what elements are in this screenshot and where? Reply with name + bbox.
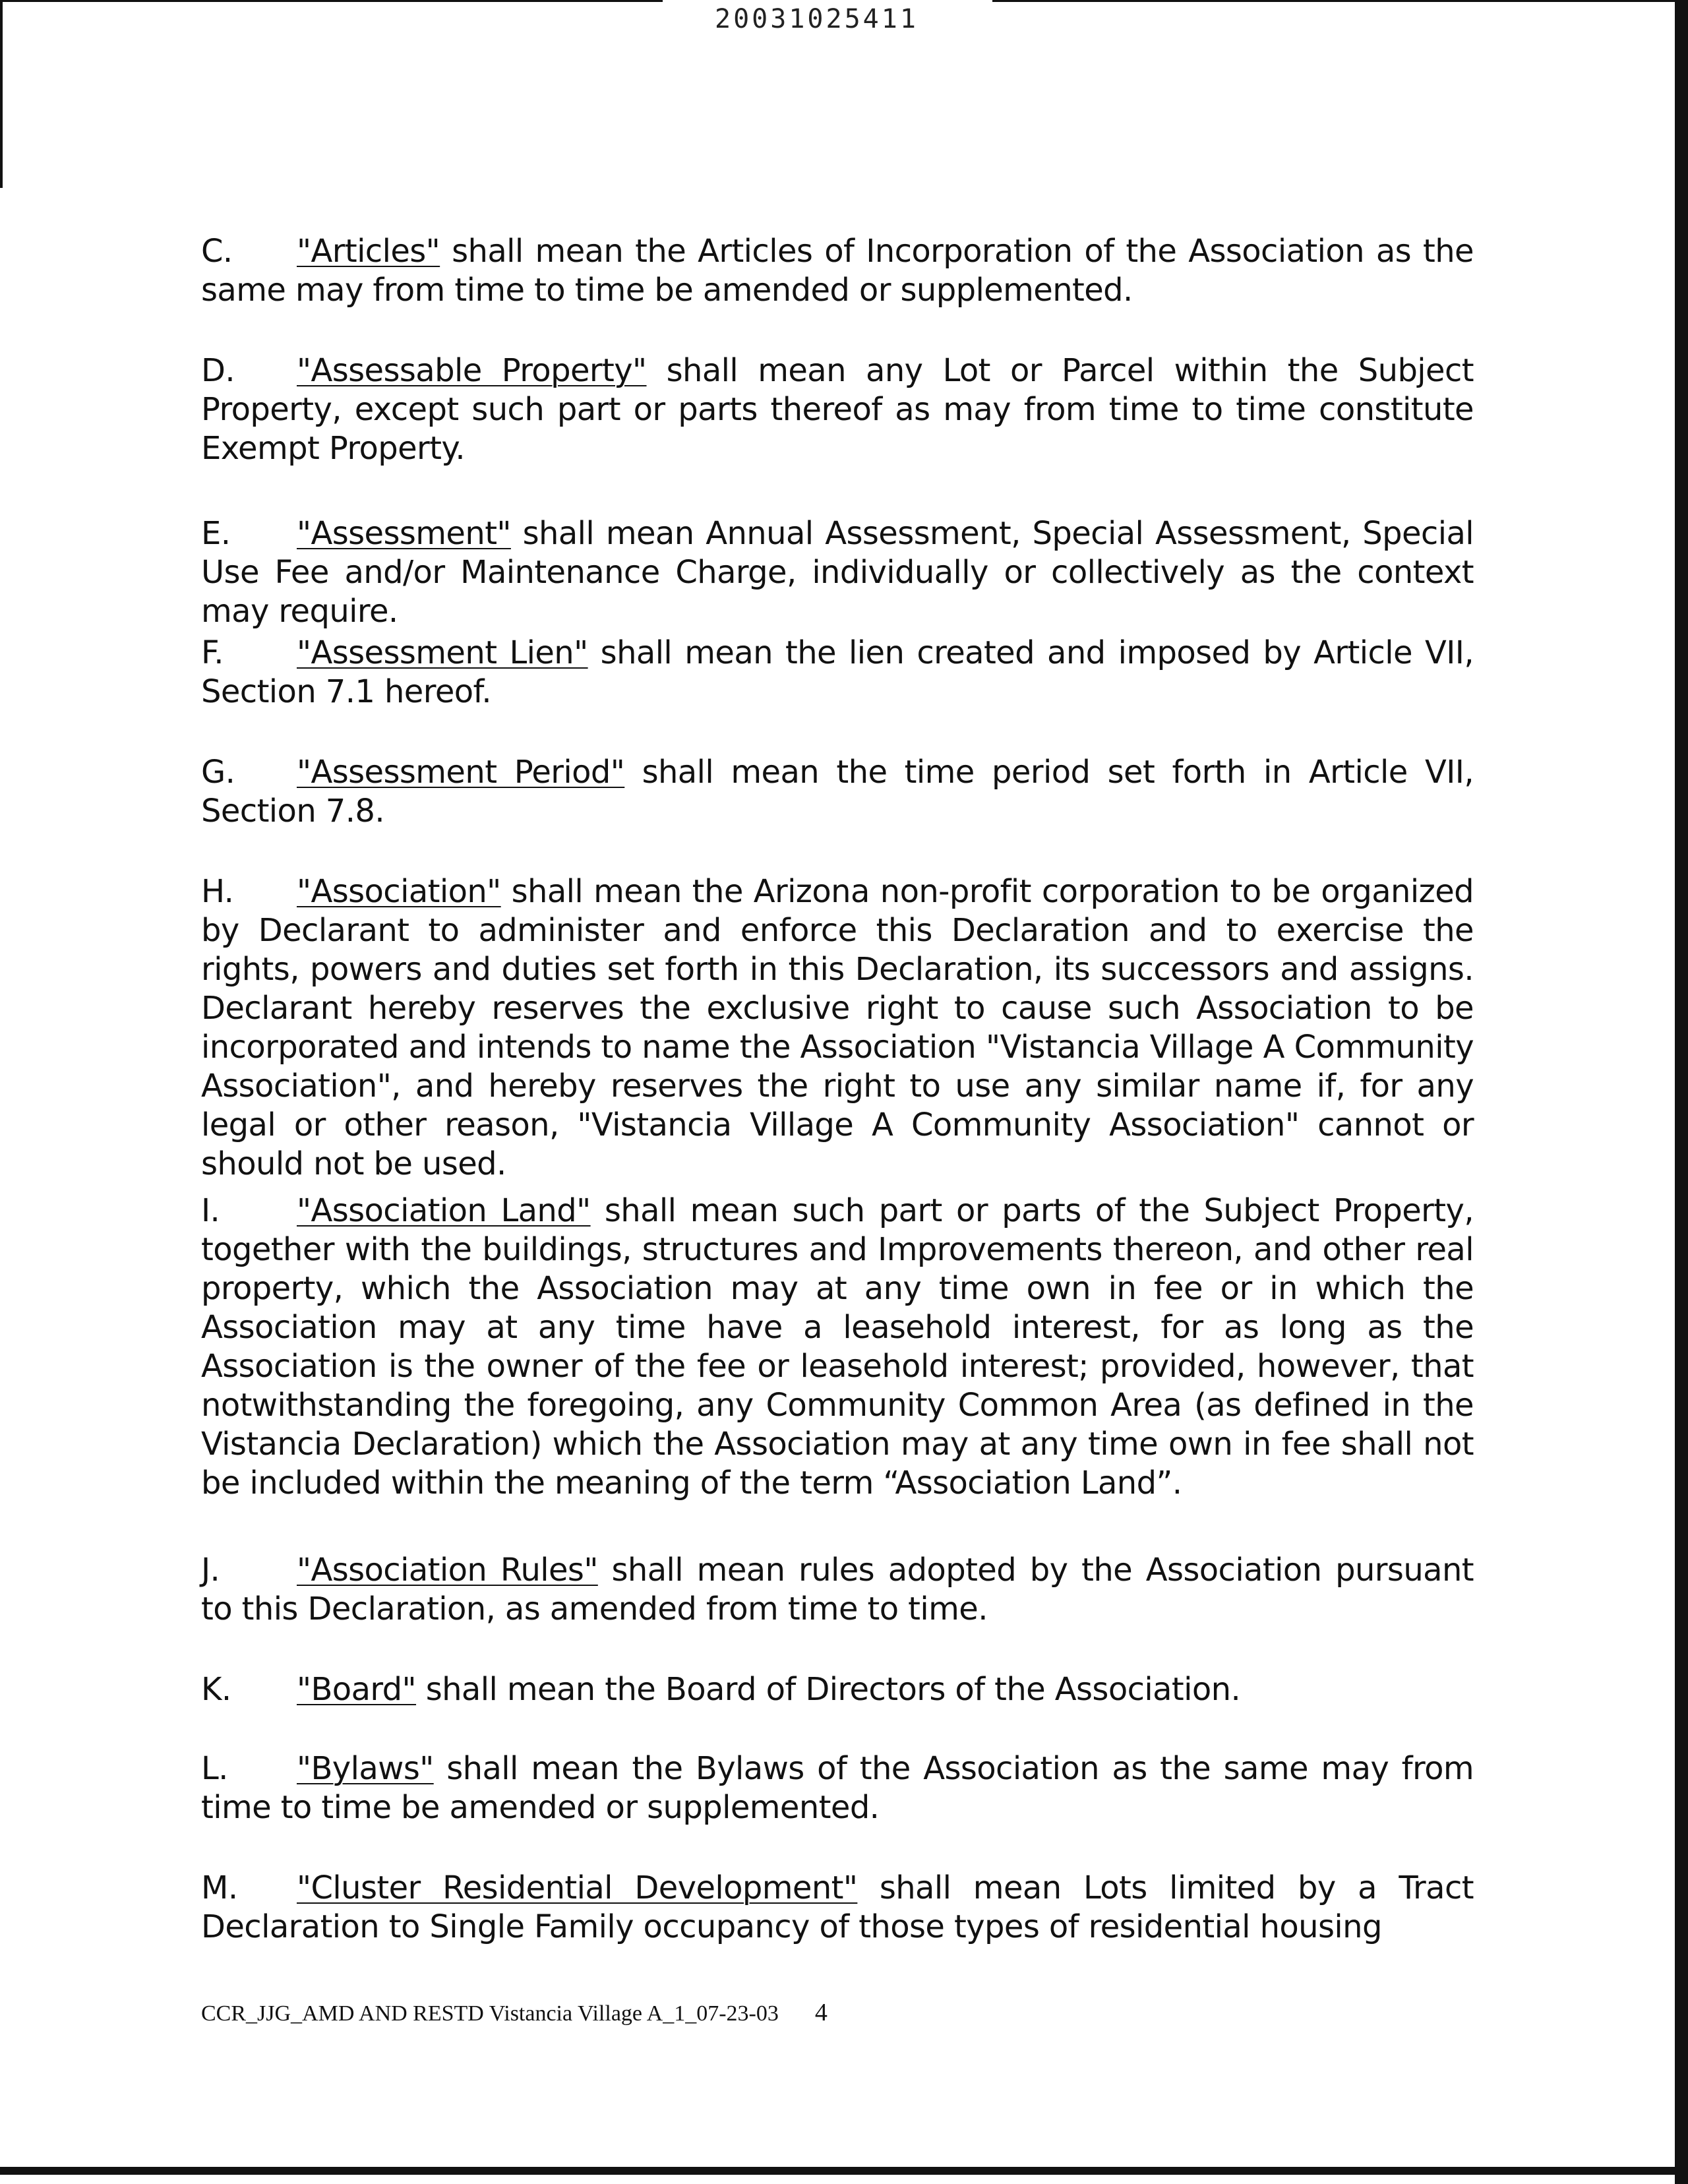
definition-letter: L. [201, 1750, 228, 1787]
definition-f [201, 634, 1474, 712]
definition-c [201, 232, 1474, 310]
definition-text: shall mean rules adopted by the Association pursuant to this Declaration, as amended from time to time. [201, 1552, 1474, 1627]
page-number: 4 [814, 1999, 828, 2026]
definition-m [201, 1869, 1474, 1947]
definition-text: shall mean Annual Assessment, Special Assessment, Special Use Fee and/or Maintenance Charge, individually or collectively as the context may require. [201, 515, 1474, 630]
page-footer [201, 1998, 828, 2027]
definition-term: "Articles" [297, 233, 440, 270]
definition-letter: M. [201, 1869, 238, 1906]
definition-letter: G. [201, 754, 235, 791]
definition-text: shall mean any Lot or Parcel within the Subject Property, except such part or parts thereof as may from time to time constitute Exempt Property. [201, 352, 1474, 467]
definition-term: "Assessment Lien" [297, 634, 588, 671]
definition-term: "Association Land" [297, 1192, 591, 1229]
definition-k [201, 1670, 1474, 1709]
document-number: 20031025411 [715, 4, 919, 34]
definition-j [201, 1551, 1474, 1629]
definition-e [201, 514, 1474, 631]
definition-letter: J. [201, 1552, 220, 1589]
definition-term: "Cluster Residential Development" [297, 1869, 858, 1906]
definition-d [201, 351, 1474, 468]
definition-text: shall mean the Bylaws of the Association as the same may from time to time be amended or supplemented. [201, 1750, 1474, 1826]
definition-letter: D. [201, 352, 235, 389]
definition-text: shall mean such part or parts of the Subject Property, together with the buildings, structures and Improvements thereon, and other real property, which the Association may at any time own in fee or in which the Association may at any time have a leasehold interest, for as long as the Association is the owner of the fee or leasehold interest; provided, however, that notwithstanding the foregoing, any Community Common Area (as defined in the Vistancia Declaration) which the Association may at any time own in fee shall not be included within the meaning of the term “Association Land”. [201, 1192, 1474, 1502]
definition-letter: C. [201, 233, 233, 270]
definition-text: shall mean the lien created and imposed by Article VII, Section 7.1 hereof. [201, 634, 1474, 710]
definition-text: shall mean the Board of Directors of the Association. [416, 1671, 1241, 1708]
scan-bottom-edge [0, 2167, 1680, 2175]
definition-term: "Assessment Period" [297, 754, 625, 791]
definition-text: shall mean Lots limited by a Tract Declaration to Single Family occupancy of those types of residential housing [201, 1869, 1474, 1945]
definition-term: "Association Rules" [297, 1552, 598, 1589]
definition-term: "Bylaws" [297, 1750, 434, 1787]
definition-l [201, 1749, 1474, 1827]
definition-letter: K. [201, 1671, 231, 1708]
definition-h [201, 872, 1474, 1184]
definition-text: shall mean the time period set forth in Article VII, Section 7.8. [201, 754, 1474, 830]
scan-left-edge [0, 0, 3, 188]
definition-letter: F. [201, 634, 224, 671]
definition-letter: E. [201, 515, 231, 552]
definition-text: shall mean the Arizona non-profit corporation to be organized by Declarant to administer and enforce this Declaration and to exercise the rights, powers and duties set forth in this Declaration, its successors and assigns. Declarant hereby reserves the exclusive right to cause such Association to be incorporated and intends to name the Association "Vistancia Village A Community Association", and hereby reserves the right to use any similar name if, for any legal or other reason, "Vistancia Village A Community Association" cannot or should not be used. [201, 873, 1474, 1182]
definition-i [201, 1192, 1474, 1503]
top-border-line-right [992, 0, 1688, 2]
definition-letter: H. [201, 873, 234, 910]
definition-term: "Association" [297, 873, 501, 910]
top-border-line [0, 0, 663, 2]
definition-text: shall mean the Articles of Incorporation of the Association as the same may from time to time be amended or supplemented. [201, 233, 1474, 309]
definition-g [201, 753, 1474, 831]
footer-file-label: CCR_JJG_AMD AND RESTD Vistancia Village A_1_07-23-03 [201, 2001, 779, 2026]
definition-term: "Assessment" [297, 515, 511, 552]
definition-term: "Assessable Property" [297, 352, 647, 389]
definition-term: "Board" [297, 1671, 417, 1708]
definition-letter: I. [201, 1192, 220, 1229]
scan-right-edge [1675, 0, 1688, 2184]
